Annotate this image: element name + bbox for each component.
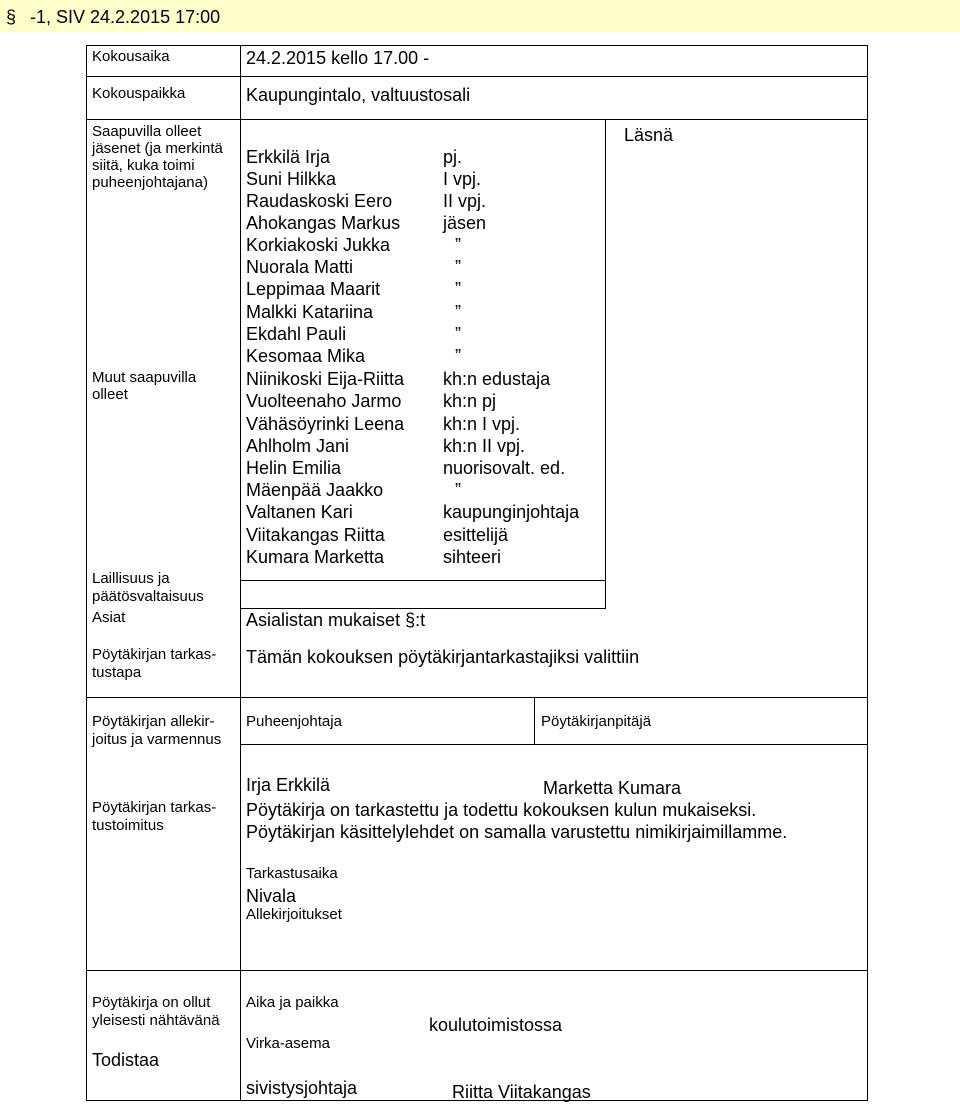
certify-label: Todistaa	[92, 1050, 160, 1070]
inspection-place: Nivala	[246, 886, 297, 906]
public-label-line: Pöytäkirja on ollut	[92, 994, 211, 1011]
member-name: Malkki Katariina	[246, 302, 374, 322]
row-divider	[86, 970, 868, 971]
other-name: Ahlholm Jani	[246, 436, 350, 456]
section-mark: §	[6, 7, 17, 27]
other-role: nuorisovalt. ed.	[443, 458, 566, 478]
present-label-line: jäsenet (ja merkintä	[92, 140, 223, 157]
official-position: sivistysjohtaja	[246, 1078, 358, 1098]
member-name: Kesomaa Mika	[246, 346, 366, 366]
other-role: sihteeri	[443, 547, 502, 567]
member-role: ”	[455, 346, 461, 366]
present-label-line: puheenjohtajana)	[92, 174, 208, 191]
chair-label: Puheenjohtaja	[246, 713, 342, 730]
row-divider	[240, 608, 605, 609]
member-name: Suni Hilkka	[246, 169, 337, 189]
inspection-time-label: Tarkastusaika	[246, 865, 338, 882]
minutes-check-label-line: tustapa	[92, 664, 142, 681]
row-divider	[240, 580, 605, 581]
position-label: Virka-asema	[246, 1035, 330, 1052]
meeting-place-label: Kokouspaikka	[92, 85, 186, 102]
member-name: Raudaskoski Eero	[246, 191, 393, 211]
signatures-label: Allekirjoitukset	[246, 906, 342, 923]
member-role: ”	[455, 257, 461, 277]
other-name: Vuolteenaho Jarmo	[246, 391, 402, 411]
member-name: Leppimaa Maarit	[246, 279, 381, 299]
meeting-place-value: Kaupungintalo, valtuustosali	[246, 85, 471, 105]
member-role: pj.	[443, 147, 463, 167]
member-role: ”	[455, 279, 461, 299]
member-name: Korkiakoski Jukka	[246, 235, 391, 255]
other-name: Valtanen Kari	[246, 502, 353, 522]
time-place-label: Aika ja paikka	[246, 994, 339, 1011]
meeting-time-value: 24.2.2015 kello 17.00 -	[246, 48, 430, 68]
table-top-border	[86, 45, 868, 46]
member-name: Erkkilä Irja	[246, 147, 331, 167]
others-label-line: olleet	[92, 386, 128, 403]
minutes-check-value: Tämän kokouksen pöytäkirjantarkastajiksi valittiin	[246, 647, 640, 667]
member-role: ”	[455, 235, 461, 255]
others-label-line: Muut saapuvilla	[92, 369, 197, 386]
other-role: kaupunginjohtaja	[443, 502, 580, 522]
inspection-statement: Pöytäkirjan käsittelylehdet on samalla varustettu nimikirjaimillamme.	[246, 822, 788, 842]
other-role: esittelijä	[443, 525, 509, 545]
other-role: kh:n I vpj.	[443, 414, 521, 434]
secretary-name: Marketta Kumara	[543, 778, 682, 798]
signing-label-line: joitus ja varmennus	[92, 731, 222, 748]
other-role: kh:n pj	[443, 391, 497, 411]
other-name: Mäenpää Jaakko	[246, 480, 384, 500]
other-role: kh:n edustaja	[443, 369, 551, 389]
row-divider	[86, 119, 868, 120]
present-label-line: Saapuvilla olleet	[92, 123, 202, 140]
official-name: Riitta Viitakangas	[452, 1082, 591, 1102]
member-name: Ahokangas Markus	[246, 213, 401, 233]
member-role: ”	[455, 302, 461, 322]
member-role: II vpj.	[443, 191, 487, 211]
other-name: Viitakangas Riitta	[246, 525, 385, 545]
other-name: Kumara Marketta	[246, 547, 385, 567]
inspection-statement: Pöytäkirja on tarkastettu ja todettu kokouksen kulun mukaiseksi.	[246, 800, 757, 820]
other-name: Niinikoski Eija-Riitta	[246, 369, 405, 389]
member-role: ”	[455, 324, 461, 344]
minutes-check-label-line: Pöytäkirjan tarkas-	[92, 646, 217, 663]
inspection-label-line: tustoimitus	[92, 817, 164, 834]
table-left-border	[86, 45, 87, 1101]
member-role: jäsen	[443, 213, 487, 233]
meeting-time-label: Kokousaika	[92, 48, 170, 65]
other-name: Helin Emilia	[246, 458, 342, 478]
other-role: ”	[455, 480, 461, 500]
member-name: Nuorala Matti	[246, 257, 354, 277]
member-name: Ekdahl Pauli	[246, 324, 347, 344]
table-right-border	[867, 45, 868, 1101]
other-name: Vähäsöyrinki Leena	[246, 414, 405, 434]
present-column-label: Läsnä	[624, 125, 674, 145]
column-divider	[240, 45, 241, 1101]
secretary-label: Pöytäkirjanpitäjä	[541, 713, 652, 730]
agenda-label: Asiat	[92, 609, 126, 626]
chair-name: Irja Erkkilä	[246, 775, 331, 795]
present-label-line: siitä, kuka toimi	[92, 157, 195, 174]
legality-label-line: päätösvaltaisuus	[92, 588, 204, 605]
document-title: -1, SIV 24.2.2015 17:00	[30, 7, 221, 27]
public-location: koulutoimistossa	[429, 1015, 563, 1035]
member-role: I vpj.	[443, 169, 482, 189]
inspection-label-line: Pöytäkirjan tarkas-	[92, 799, 217, 816]
public-label-line: yleisesti nähtävänä	[92, 1012, 220, 1029]
row-divider	[86, 76, 868, 77]
present-column-divider	[605, 119, 606, 609]
agenda-value: Asialistan mukaiset §:t	[246, 610, 426, 630]
legality-label-line: Laillisuus ja	[92, 570, 170, 587]
signing-label-line: Pöytäkirjan allekir-	[92, 713, 215, 730]
other-role: kh:n II vpj.	[443, 436, 526, 456]
